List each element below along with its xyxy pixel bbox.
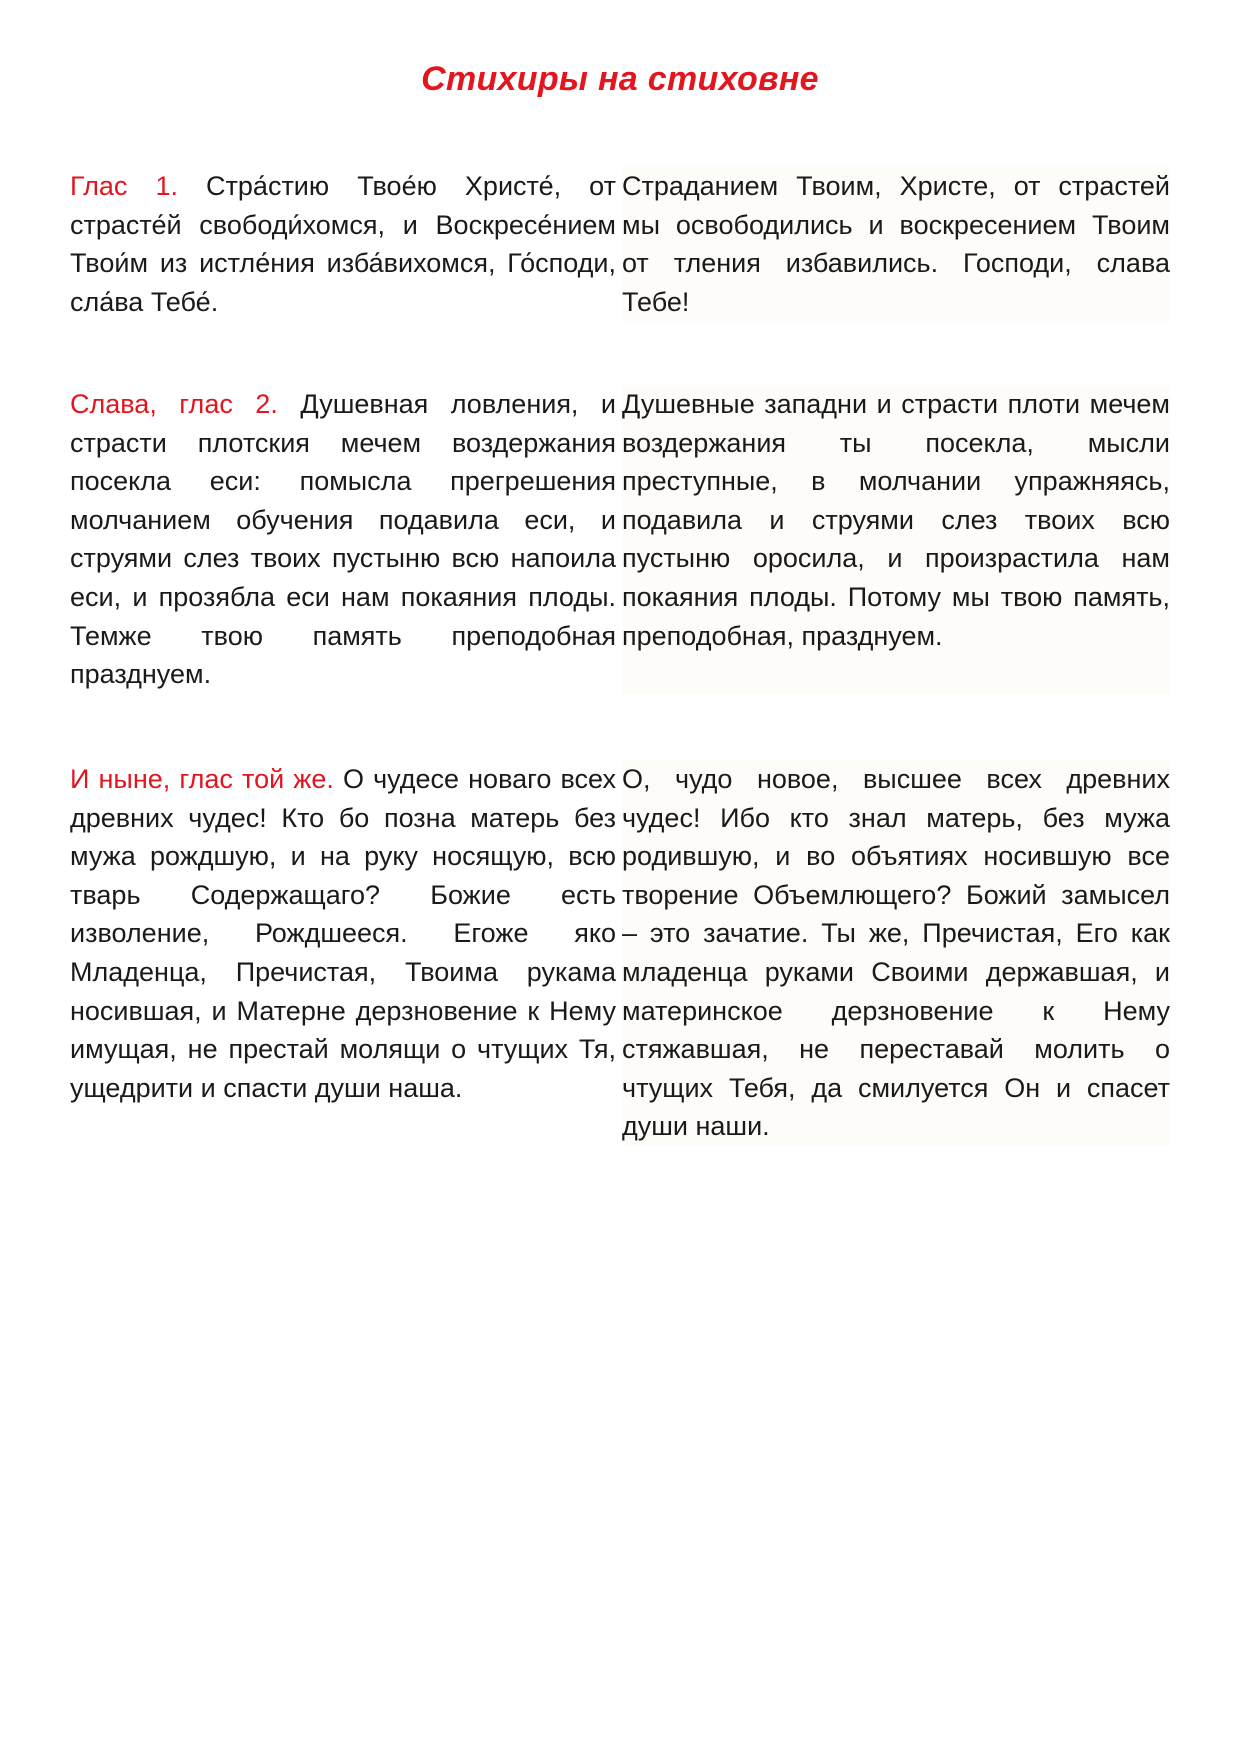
church-slavonic-body: Стра́стию Твое́ю Христе́, от страсте́й свободи́хомся, и Воскресе́нием Твои́м из истле́ния изба́вихомся, Го́споди, сла́ва Тебе́. <box>70 171 616 317</box>
church-slavonic-text <box>70 385 616 694</box>
tone-label: И ныне, глас той же. <box>70 764 334 794</box>
stichera-section-3 <box>70 760 1170 1146</box>
tone-label: Слава, глас 2. <box>70 389 278 419</box>
russian-translation: О, чудо новое, высшее всех древних чудес! Ибо кто знал матерь, без мужа родившую, и во объятиях носившую все творение Объемлющего? Божий замысел – это зачатие. Ты же, Пречистая, Его как младенца руками Своими державшая, и материнское дерзновение к Нему стяжавшая, не переставай молить о чтущих Тебя, да смилуется Он и спасет души наши. <box>622 760 1170 1146</box>
stichera-section-1 <box>70 167 1170 321</box>
church-slavonic-body: О чудесе новаго всех древних чудес! Кто бо позна матерь без мужа рождшую, и на руку носящую, всю тварь Содержащаго? Божие есть изволение, Рождшееся. Егоже яко Младенца, Пречистая, Твоима рукама носившая, и Матерне дерзновение к Нему имущая, не престай молящи о чтущих Тя, ущедрити и спасти души наша. <box>70 764 616 1103</box>
russian-translation: Душевные западни и страсти плоти мечем воздержания ты посекла, мысли преступные, в молчании упражняясь, подавила и струями слез твоих всю пустыню оросила, и произрастила нам покаяния плоды. Потому мы твою память, преподобная, празднуем. <box>622 385 1170 694</box>
stichera-section-2 <box>70 385 1170 694</box>
tone-label: Глас 1. <box>70 171 178 201</box>
church-slavonic-body: Душевная ловления, и страсти плотския мечем воздержания посекла еси: помысла прегрешения молчанием обучения подавила еси, и струями слез твоих пустыню всю напоила еси, и прозябла еси нам покаяния плоды. Темже твою память преподобная празднуем. <box>70 389 616 690</box>
church-slavonic-text <box>70 760 616 1146</box>
church-slavonic-text <box>70 167 616 321</box>
page-title: Стихиры на стиховне <box>421 60 819 98</box>
russian-translation: Страданием Твоим, Христе, от страстей мы освободились и воскресением Твоим от тления избавились. Господи, слава Тебе! <box>622 167 1170 321</box>
